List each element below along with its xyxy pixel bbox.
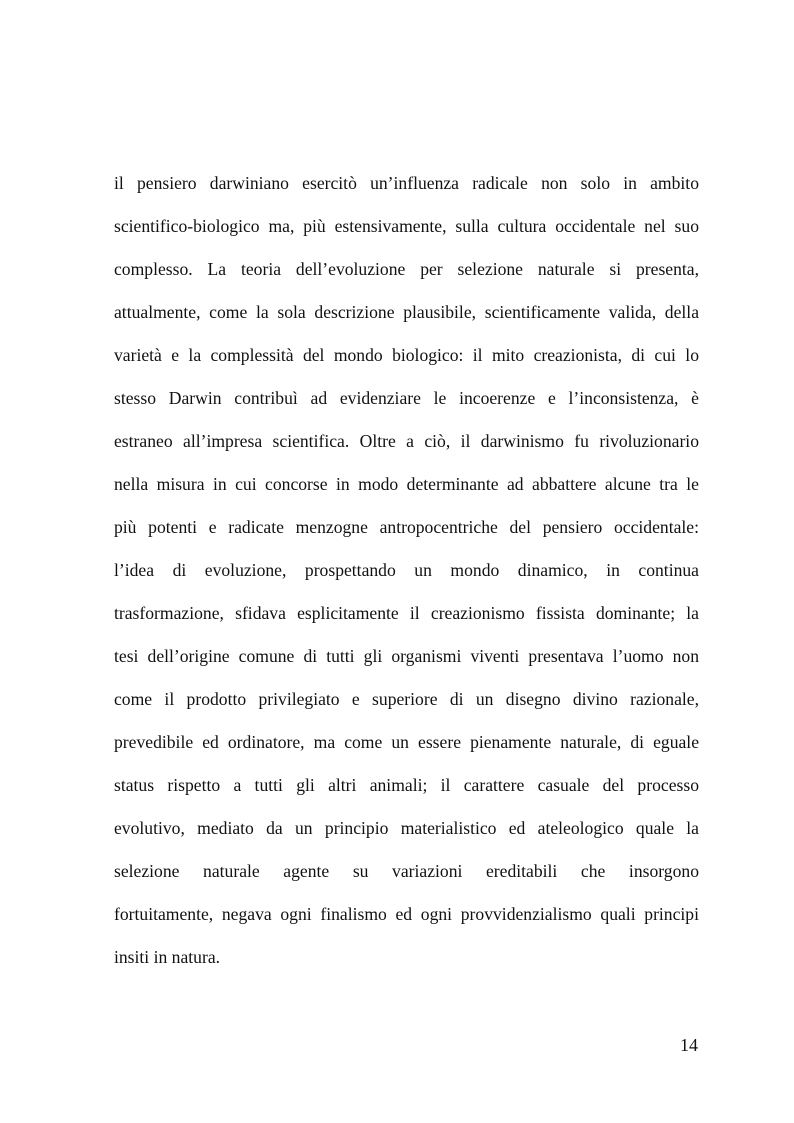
- paragraph-line: insiti in natura.: [114, 947, 221, 967]
- paragraph-line: scientifico-biologico ma, più estensivamente, sulla cultura occidentale nel suo: [114, 216, 699, 236]
- paragraph-line: varietà e la complessità del mondo biologico: il mito creazionista, di cui lo: [114, 345, 699, 365]
- page-number: 14: [680, 1035, 698, 1055]
- paragraph-line: nella misura in cui concorse in modo determinante ad abbattere alcune tra le: [114, 474, 699, 494]
- paragraph-line: prevedibile ed ordinatore, ma come un essere pienamente naturale, di eguale: [114, 732, 699, 752]
- paragraph-line: stesso Darwin contribuì ad evidenziare le incoerenze e l’inconsistenza, è: [114, 388, 699, 408]
- paragraph-line: estraneo all’impresa scientifica. Oltre a ciò, il darwinismo fu rivoluzionario: [114, 431, 699, 451]
- paragraph-line: il pensiero darwiniano esercitò un’influenza radicale non solo in ambito: [114, 173, 699, 193]
- body-paragraph: [114, 168, 699, 985]
- paragraph-line: complesso. La teoria dell’evoluzione per selezione naturale si presenta,: [114, 259, 699, 279]
- paragraph-line: trasformazione, sfidava esplicitamente il creazionismo fissista dominante; la: [114, 603, 699, 623]
- paragraph-line: attualmente, come la sola descrizione plausibile, scientificamente valida, della: [114, 302, 699, 322]
- paragraph-line: selezione naturale agente su variazioni ereditabili che insorgono: [114, 861, 699, 881]
- paragraph-line: status rispetto a tutti gli altri animali; il carattere casuale del processo: [114, 775, 699, 795]
- paragraph-line: evolutivo, mediato da un principio materialistico ed ateleologico quale la: [114, 818, 699, 838]
- paragraph-line: come il prodotto privilegiato e superiore di un disegno divino razionale,: [114, 689, 699, 709]
- paragraph-line: più potenti e radicate menzogne antropocentriche del pensiero occidentale:: [114, 517, 699, 537]
- paragraph-line: l’idea di evoluzione, prospettando un mondo dinamico, in continua: [114, 560, 699, 580]
- paragraph-line: tesi dell’origine comune di tutti gli organismi viventi presentava l’uomo non: [114, 646, 699, 666]
- paragraph-line: fortuitamente, negava ogni finalismo ed ogni provvidenzialismo quali principi: [114, 904, 699, 924]
